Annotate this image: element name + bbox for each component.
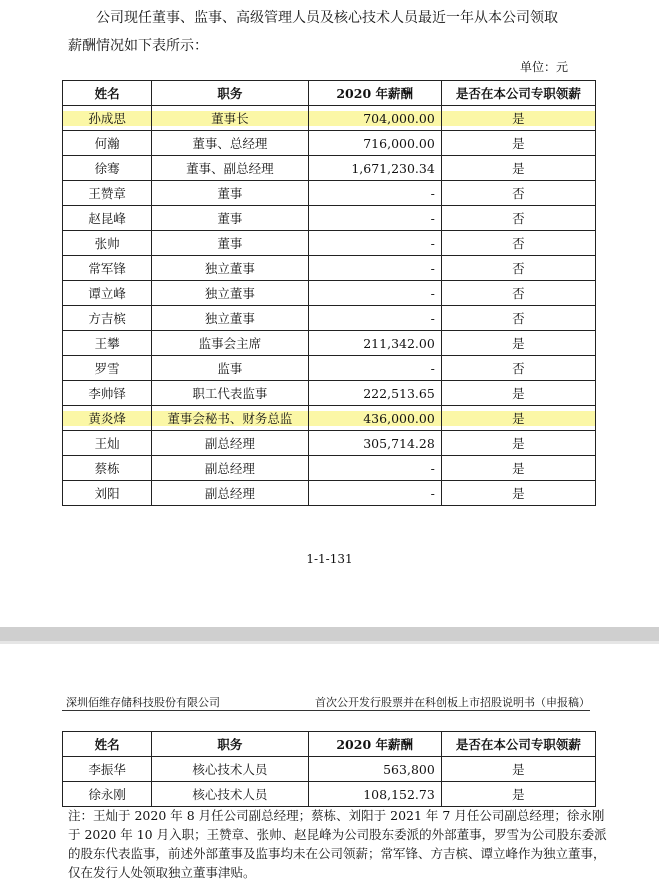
page-separator-shadow [0,641,659,644]
cell-salary: - [308,231,441,256]
intro-line-2: 薪酬情况如下表所示： [68,38,208,54]
cell-role: 董事 [152,231,308,256]
cell-role: 监事 [152,356,308,381]
cell-salary: 436,000.00 [308,406,441,431]
cell-exclusive: 否 [441,306,595,331]
cell-salary: 108,152.73 [308,782,441,807]
header-document-title: 首次公开发行股票并在科创板上市招股说明书（申报稿） [315,696,590,709]
table-row [63,256,596,281]
table-row [63,281,596,306]
table-row [63,381,596,406]
cell-exclusive: 否 [441,356,595,381]
cell-exclusive: 是 [441,381,595,406]
cell-name: 刘阳 [63,481,152,506]
cell-salary: - [308,481,441,506]
table-row [63,406,596,431]
cell-name: 何瀚 [63,131,152,156]
cell-salary: - [308,206,441,231]
salary-table [62,80,596,506]
cell-exclusive: 否 [441,281,595,306]
cell-exclusive: 是 [441,431,595,456]
table-row [63,481,596,506]
cell-name: 徐永刚 [63,782,152,807]
cell-name: 赵昆峰 [63,206,152,231]
table-row [63,181,596,206]
page-separator [0,627,659,641]
cell-role: 独立董事 [152,281,308,306]
cell-role: 董事 [152,181,308,206]
header-name: 姓名 [63,81,152,106]
header-exclusive: 是否在本公司专职领薪 [441,81,595,106]
cell-salary: - [308,256,441,281]
cell-exclusive: 是 [441,406,595,431]
cell-name: 李振华 [63,757,152,782]
cell-role: 监事会主席 [152,331,308,356]
cell-salary: - [308,281,441,306]
cell-exclusive: 否 [441,206,595,231]
cell-name: 常军锋 [63,256,152,281]
cell-role: 核心技术人员 [152,757,308,782]
intro-line-1: 公司现任董事、监事、高级管理人员及核心技术人员最近一年从本公司领取 [96,10,558,26]
cell-role: 独立董事 [152,306,308,331]
cell-salary: - [308,456,441,481]
cell-exclusive: 是 [441,331,595,356]
cell-role: 董事会秘书、财务总监 [152,406,308,431]
cell-exclusive: 否 [441,181,595,206]
header-salary: 2020 年薪酬 [308,732,441,757]
cell-salary: - [308,181,441,206]
cell-salary: 305,714.28 [308,431,441,456]
header-salary: 2020 年薪酬 [308,81,441,106]
header-role: 职务 [152,732,308,757]
cell-role: 独立董事 [152,256,308,281]
table-row [63,131,596,156]
header-name: 姓名 [63,732,152,757]
cell-salary: 704,000.00 [308,106,441,131]
cell-name: 罗雪 [63,356,152,381]
cell-salary: 211,342.00 [308,331,441,356]
cell-exclusive: 是 [441,131,595,156]
table-header-row [63,732,596,757]
core-tech-salary-table [62,731,596,807]
cell-exclusive: 是 [441,757,595,782]
cell-name: 孙成思 [63,106,152,131]
cell-role: 董事、副总经理 [152,156,308,181]
table-row [63,106,596,131]
cell-exclusive: 是 [441,481,595,506]
salary-table-body [63,106,596,506]
cell-role: 副总经理 [152,481,308,506]
header-company: 深圳佰维存储科技股份有限公司 [66,696,220,709]
unit-label: 单位：元 [520,60,569,74]
table-row [63,206,596,231]
cell-salary: 1,671,230.34 [308,156,441,181]
intro-paragraph [68,4,628,60]
cell-salary: - [308,356,441,381]
table-row [63,356,596,381]
cell-name: 张帅 [63,231,152,256]
cell-exclusive: 是 [441,782,595,807]
cell-salary: - [308,306,441,331]
table-row [63,757,596,782]
cell-role: 核心技术人员 [152,782,308,807]
cell-role: 副总经理 [152,431,308,456]
cell-name: 李帅铎 [63,381,152,406]
page-number: 1-1-131 [306,552,353,566]
cell-name: 徐骞 [63,156,152,181]
table-row [63,156,596,181]
cell-role: 董事 [152,206,308,231]
cell-name: 黄炎烽 [63,406,152,431]
cell-name: 方吉槟 [63,306,152,331]
table-row [63,782,596,807]
cell-exclusive: 否 [441,231,595,256]
cell-role: 董事长 [152,106,308,131]
table-row [63,231,596,256]
header-exclusive: 是否在本公司专职领薪 [441,732,595,757]
cell-name: 谭立峰 [63,281,152,306]
cell-exclusive: 否 [441,256,595,281]
cell-exclusive: 是 [441,106,595,131]
cell-salary: 222,513.65 [308,381,441,406]
table-row [63,456,596,481]
cell-salary: 563,800 [308,757,441,782]
cell-name: 王攀 [63,331,152,356]
cell-name: 蔡栋 [63,456,152,481]
cell-exclusive: 是 [441,456,595,481]
cell-role: 董事、总经理 [152,131,308,156]
table-row [63,306,596,331]
cell-role: 职工代表监事 [152,381,308,406]
cell-role: 副总经理 [152,456,308,481]
header-divider [62,710,590,711]
table-row [63,331,596,356]
cell-name: 王灿 [63,431,152,456]
core-tech-table-body [63,757,596,807]
header-role: 职务 [152,81,308,106]
table-header-row [63,81,596,106]
cell-salary: 716,000.00 [308,131,441,156]
table-row [63,431,596,456]
cell-name: 王赞章 [63,181,152,206]
footnote: 注：王灿于 2020 年 8 月任公司副总经理；蔡栋、刘阳于 2021 年 7 月任公司副总经理；徐永刚于 2020 年 10 月入职；王赞章、张帅、赵昆峰为公司股东委派的外部董事，罗雪为公司股东委派的股东代表监事，前述外部董事及监事均未在公司领薪；常军锋、方吉槟、谭立峰作为独立董事，仅在发行人处领取独立董事津贴。 [68,808,607,880]
cell-exclusive: 是 [441,156,595,181]
